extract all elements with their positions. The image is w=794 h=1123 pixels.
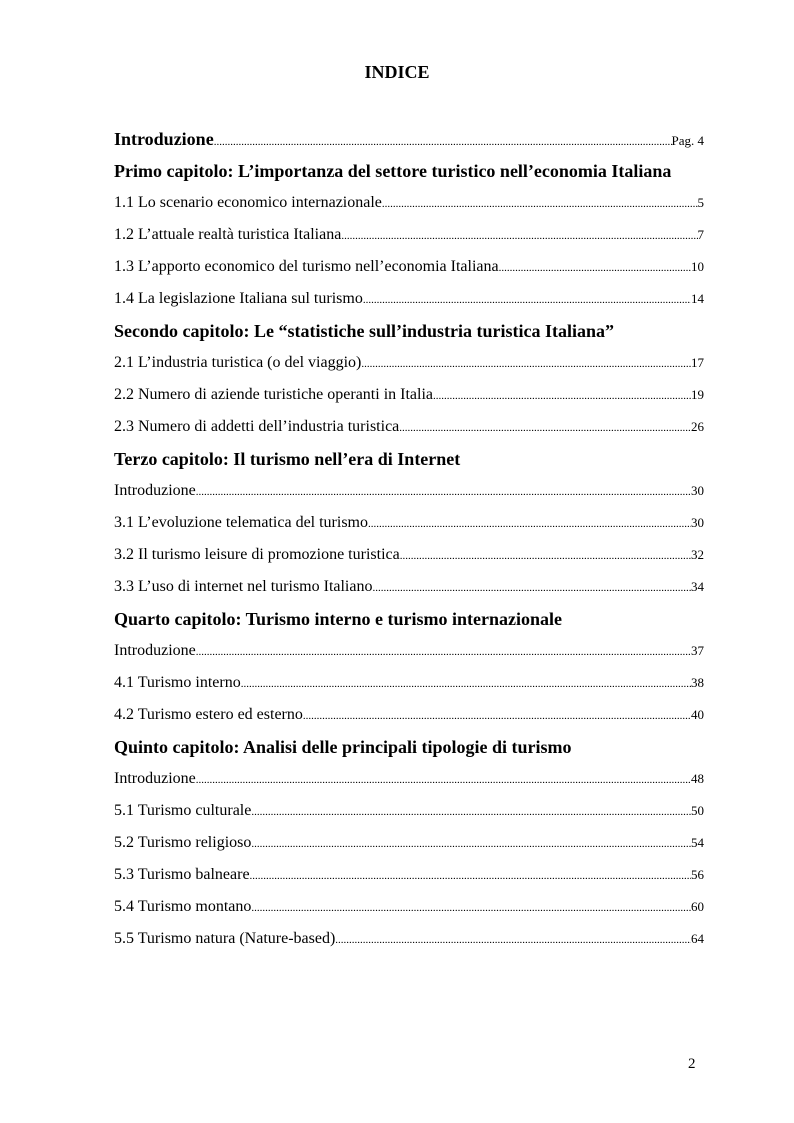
toc-chapter-heading	[114, 603, 704, 635]
toc-entry	[114, 859, 704, 891]
toc-chapter-heading	[114, 155, 704, 187]
toc-entry	[114, 379, 704, 411]
toc-page-number: 40	[691, 707, 704, 722]
toc-page-number: 60	[691, 899, 704, 914]
toc-entry-label: Primo capitolo: L’importanza del settore turistico nell’economia Italiana	[114, 161, 672, 181]
toc-entry-label: 4.1 Turismo interno	[114, 674, 241, 691]
toc-entry-label: 2.2 Numero di aziende turistiche operanti in Italia	[114, 386, 433, 403]
toc-leader-dots	[335, 924, 691, 956]
toc-page-number: 54	[691, 835, 704, 850]
toc-leader-dots	[251, 828, 691, 860]
toc-leader-dots	[214, 126, 672, 158]
toc-leader-dots	[499, 252, 691, 284]
page-number: 2	[688, 1056, 696, 1072]
toc-entry	[114, 827, 704, 859]
toc-leader-dots	[372, 572, 691, 604]
toc-page-number: Pag. 4	[671, 133, 704, 148]
toc-entry	[114, 539, 704, 571]
toc-leader-dots	[250, 860, 691, 892]
page-title: INDICE	[364, 62, 430, 82]
toc-chapter-heading	[114, 315, 704, 347]
toc-entry	[114, 667, 704, 699]
toc-entry-label: Introduzione	[114, 770, 196, 787]
toc-entry-label: 5.3 Turismo balneare	[114, 866, 250, 883]
toc-entry	[114, 763, 704, 795]
toc-page-number: 17	[691, 355, 704, 370]
toc-entry	[114, 123, 704, 155]
toc-entry-label: 2.1 L’industria turistica (o del viaggio)	[114, 354, 362, 371]
toc-entry-label: Introduzione	[114, 482, 196, 499]
toc-leader-dots	[361, 348, 691, 380]
toc-leader-dots	[196, 476, 691, 508]
toc-page-number: 10	[691, 259, 704, 274]
toc-leader-dots	[303, 700, 691, 732]
toc-leader-dots	[251, 796, 691, 828]
toc-page-number: 5	[697, 195, 704, 210]
toc-leader-dots	[196, 636, 691, 668]
toc-entry-label: 3.2 Il turismo leisure di promozione turistica	[114, 546, 400, 563]
toc-entry-label: Quinto capitolo: Analisi delle principali tipologie di turismo	[114, 737, 572, 757]
toc-page-number: 30	[691, 515, 704, 530]
toc-page-number: 7	[697, 227, 704, 242]
toc-entry-label: Introduzione	[114, 129, 214, 149]
toc-entry-label: 1.4 La legislazione Italiana sul turismo	[114, 290, 363, 307]
toc-entry-label: 5.2 Turismo religioso	[114, 834, 252, 851]
toc-leader-dots	[382, 188, 698, 220]
toc-entry-label: 1.1 Lo scenario economico internazionale	[114, 194, 382, 211]
table-of-contents	[114, 123, 704, 955]
toc-entry-label: 5.1 Turismo culturale	[114, 802, 252, 819]
toc-page-number: 37	[691, 643, 704, 658]
toc-entry-label: 1.3 L’apporto economico del turismo nell’economia Italiana	[114, 258, 499, 275]
toc-entry-label: Terzo capitolo: Il turismo nell’era di Internet	[114, 449, 461, 469]
toc-entry	[114, 795, 704, 827]
toc-leader-dots	[399, 412, 691, 444]
toc-entry	[114, 699, 704, 731]
toc-entry	[114, 347, 704, 379]
toc-entry-label: 3.1 L’evoluzione telematica del turismo	[114, 514, 368, 531]
toc-entry-label: Quarto capitolo: Turismo interno e turismo internazionale	[114, 609, 562, 629]
toc-entry-label: 2.3 Numero di addetti dell’industria turistica	[114, 418, 400, 435]
toc-leader-dots	[241, 668, 691, 700]
toc-entry-label: 5.5 Turismo natura (Nature-based)	[114, 930, 336, 947]
toc-entry-label: 3.3 L’uso di internet nel turismo Italiano	[114, 578, 373, 595]
toc-leader-dots	[196, 764, 691, 796]
toc-page-number: 56	[691, 867, 704, 882]
toc-entry	[114, 635, 704, 667]
toc-page-number: 48	[691, 771, 704, 786]
toc-entry	[114, 571, 704, 603]
toc-leader-dots	[341, 220, 697, 252]
toc-page-number: 34	[691, 579, 704, 594]
toc-page-number: 19	[691, 387, 704, 402]
toc-page-number: 64	[691, 931, 704, 946]
toc-entry-label: 1.2 L’attuale realtà turistica Italiana	[114, 226, 342, 243]
toc-chapter-heading	[114, 731, 704, 763]
toc-chapter-heading	[114, 443, 704, 475]
toc-page-number: 50	[691, 803, 704, 818]
toc-entry	[114, 411, 704, 443]
toc-entry-label: Introduzione	[114, 642, 196, 659]
toc-leader-dots	[363, 284, 691, 316]
toc-page-number: 14	[691, 291, 704, 306]
toc-leader-dots	[433, 380, 691, 412]
toc-entry	[114, 187, 704, 219]
toc-entry	[114, 475, 704, 507]
toc-leader-dots	[400, 540, 691, 572]
toc-entry	[114, 891, 704, 923]
toc-leader-dots	[251, 892, 691, 924]
toc-entry	[114, 219, 704, 251]
toc-entry	[114, 251, 704, 283]
toc-page-number: 30	[691, 483, 704, 498]
toc-page-number: 26	[691, 419, 704, 434]
toc-entry	[114, 923, 704, 955]
toc-entry	[114, 507, 704, 539]
toc-entry-label: Secondo capitolo: Le “statistiche sull’industria turistica Italiana”	[114, 321, 615, 341]
toc-entry-label: 5.4 Turismo montano	[114, 898, 252, 915]
toc-page-number: 32	[691, 547, 704, 562]
toc-leader-dots	[368, 508, 691, 540]
toc-entry-label: 4.2 Turismo estero ed esterno	[114, 706, 303, 723]
toc-page-number: 38	[691, 675, 704, 690]
toc-entry	[114, 283, 704, 315]
